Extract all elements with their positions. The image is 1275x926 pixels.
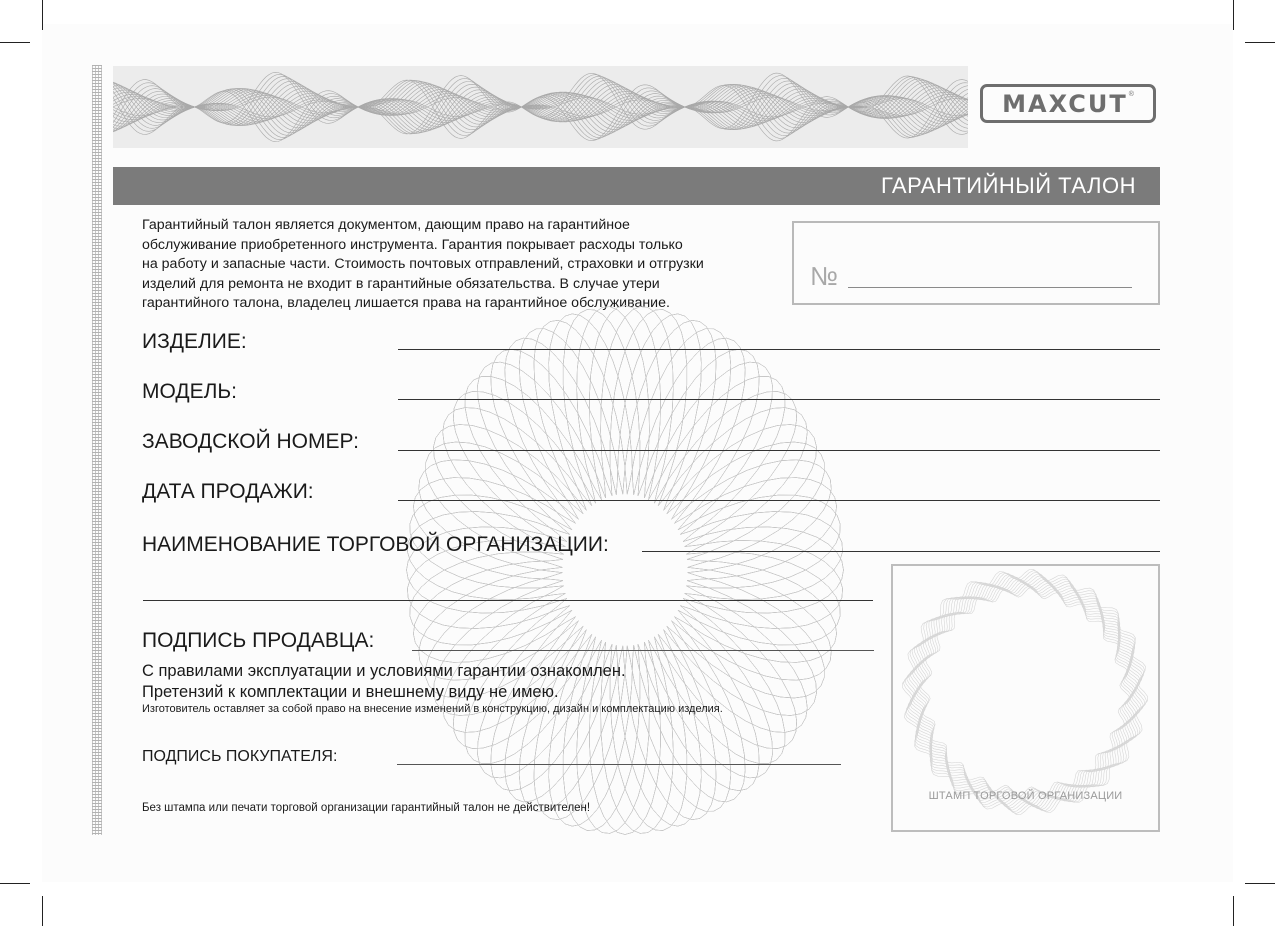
model-field[interactable] bbox=[398, 399, 1160, 400]
serial-number-field[interactable] bbox=[398, 450, 1160, 451]
crop-mark bbox=[1245, 42, 1275, 43]
intro-line: гарантийного талона, владелец лишается права на гарантийное обслуживание. bbox=[142, 295, 670, 312]
intro-line: обслуживание приобретенного инструмента. Гарантия покрывает расходы только bbox=[142, 236, 683, 253]
number-sign: № bbox=[810, 261, 838, 291]
acknowledgement-line-2: Претензий к комплектации и внешнему виду не имею. bbox=[142, 683, 559, 701]
intro-line: на работу и запасные части. Стоимость почтовых отправлений, страховки и отгрузки bbox=[142, 256, 704, 273]
rosette-watermark bbox=[390, 290, 860, 850]
product-label: ИЗДЕЛИЕ: bbox=[142, 330, 247, 353]
header-bar bbox=[113, 167, 1160, 205]
crop-mark bbox=[1233, 0, 1234, 30]
model-label: МОДЕЛЬ: bbox=[142, 380, 237, 403]
crop-mark bbox=[42, 0, 43, 30]
guilloche-band bbox=[113, 66, 968, 148]
acknowledgement-line-1: С правилами эксплуатации и условиями гарантии ознакомлен. bbox=[142, 662, 626, 680]
sale-date-label: ДАТА ПРОДАЖИ: bbox=[142, 480, 314, 503]
product-field[interactable] bbox=[398, 349, 1160, 350]
intro-line: Гарантийный талон является документом, дающим право на гарантийное bbox=[142, 217, 630, 233]
maxcut-logo bbox=[980, 84, 1156, 123]
crop-mark bbox=[1233, 896, 1234, 926]
crop-mark bbox=[0, 42, 30, 43]
crop-mark bbox=[0, 883, 30, 884]
crop-mark bbox=[1245, 883, 1275, 884]
stamp-area bbox=[891, 564, 1160, 832]
organization-label: НАИМЕНОВАНИЕ ТОРГОВОЙ ОРГАНИЗАЦИИ: bbox=[142, 533, 609, 556]
buyer-signature-label: ПОДПИСЬ ПОКУПАТЕЛЯ: bbox=[142, 748, 338, 765]
manufacturer-disclaimer: Изготовитель оставляет за собой право на внесение изменений в конструкцию, дизайн и комплектацию изделия. bbox=[142, 703, 723, 715]
page-title: ГАРАНТИЙНЫЙ ТАЛОН bbox=[880, 173, 1136, 198]
validity-note: Без штампа или печати торговой организации гарантийный талон не действителен! bbox=[142, 802, 591, 814]
registered-mark: ® bbox=[1128, 91, 1134, 98]
buyer-signature-field[interactable] bbox=[397, 764, 841, 765]
organization-field-continued[interactable] bbox=[143, 600, 873, 601]
security-microtext-strip bbox=[92, 65, 102, 835]
crop-mark bbox=[42, 896, 43, 926]
stamp-label: ШТАМП ТОРГОВОЙ ОРГАНИЗАЦИИ bbox=[928, 790, 1123, 802]
sale-date-field[interactable] bbox=[398, 500, 1160, 501]
organization-field[interactable] bbox=[642, 551, 1160, 552]
serial-number-label: ЗАВОДСКОЙ НОМЕР: bbox=[142, 430, 359, 453]
warranty-number-field[interactable] bbox=[848, 287, 1132, 288]
logo-text: MAXCUT bbox=[1002, 89, 1128, 118]
seller-signature-field[interactable] bbox=[412, 650, 874, 651]
intro-line: изделий для ремонта не входит в гарантийные обязательства. В случае утери bbox=[142, 275, 660, 292]
seller-signature-label: ПОДПИСЬ ПРОДАВЦА: bbox=[142, 629, 375, 652]
